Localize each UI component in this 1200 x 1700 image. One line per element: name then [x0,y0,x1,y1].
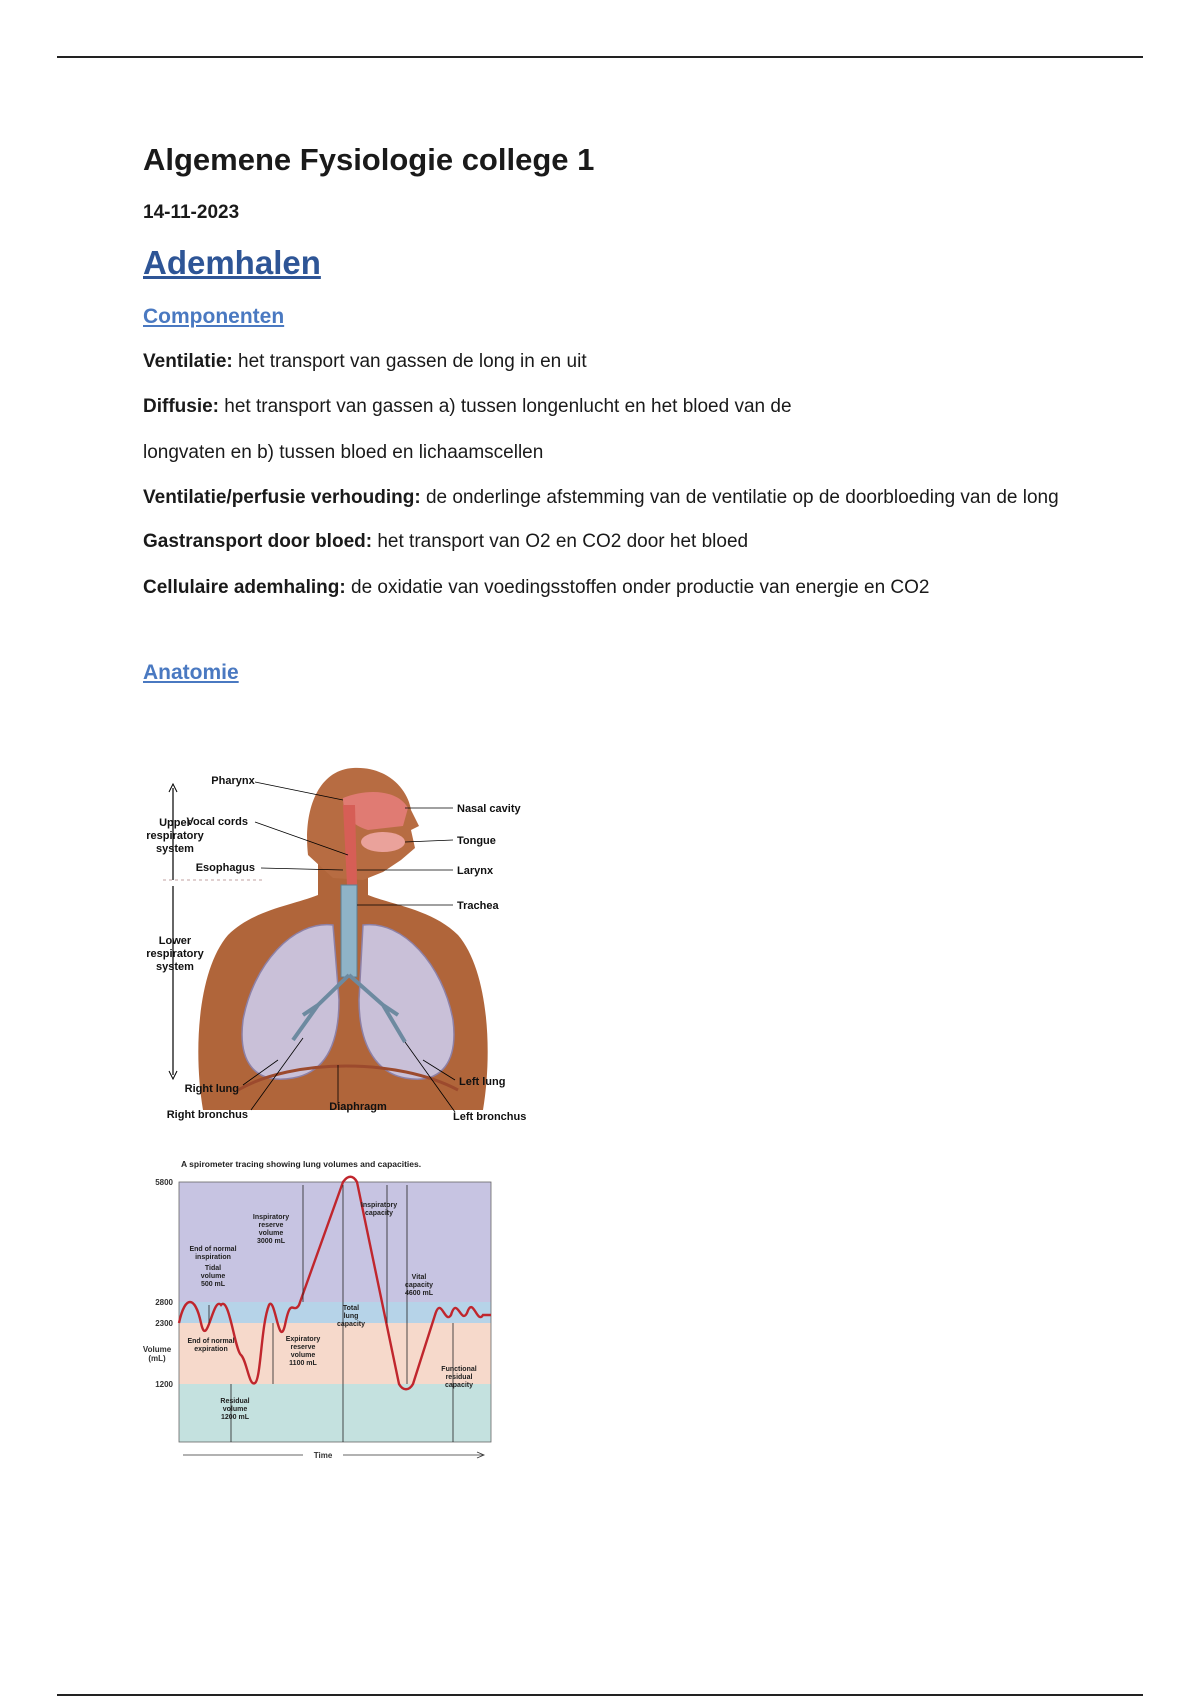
ann-tlc-3: capacity [336,1321,366,1328]
ann-vc-1: Vital [411,1274,427,1281]
spirometer-tracing [143,1155,503,1463]
component-term: Cellulaire ademhaling: [143,577,346,599]
label-tongue: Tongue [457,835,496,847]
component-text: het transport van gassen de long in en uit [232,351,587,373]
component-term: Ventilatie/perfusie verhouding: [143,487,421,509]
label-vocal-cords: Vocal cords [186,816,248,828]
ann-ene-2: expiration [194,1346,228,1353]
respiratory-anatomy-figure [143,760,543,1138]
ann-ene-1: End of normal [187,1338,235,1345]
label-right-lung: Right lung [184,1083,239,1095]
label-diaphragm: Diaphragm [329,1101,387,1113]
subheading-componenten: Componenten [143,305,285,329]
x-label-time: Time [313,1451,333,1460]
ann-erv-3: volume [290,1352,316,1359]
component-ventilatie [143,347,1073,377]
label-nasal-cavity: Nasal cavity [457,803,521,815]
label-upper-3: system [156,843,194,855]
ann-ic-1: Inspiratory [360,1202,398,1209]
component-cellulaire-ademhaling [143,573,1073,603]
component-text: longvaten en b) tussen bloed en lichaamscellen [143,442,544,464]
y-label-unit: (mL) [148,1354,166,1363]
ann-tv-2: volume [200,1273,226,1280]
component-term: Ventilatie: [143,351,233,373]
ann-irv-1: Inspiratory [252,1214,290,1221]
ann-tv-3: 500 mL [200,1281,226,1288]
ann-irv-4: 3000 mL [256,1238,286,1245]
document-date: 14-11-2023 [143,202,240,224]
zone-expiratory-reserve [179,1323,491,1384]
ann-frc-3: capacity [444,1382,474,1389]
ann-tlc-1: Total [342,1305,360,1312]
component-term: Gastransport door bloed: [143,531,373,553]
ann-ic-2: capacity [364,1210,394,1217]
ann-erv-1: Expiratory [285,1336,321,1343]
label-right-bronchus: Right bronchus [166,1109,248,1121]
component-gastransport [143,527,1073,557]
ann-frc-2: residual [445,1374,473,1381]
label-pharynx: Pharynx [211,775,255,787]
ann-irv-3: volume [258,1230,284,1237]
ann-erv-4: 1100 mL [289,1360,317,1367]
anatomy-illustration [143,760,543,1138]
component-text: het transport van O2 en CO2 door het bloed [372,531,749,553]
label-lower-1: Lower [158,935,192,947]
ann-erv-2: reserve [290,1344,316,1351]
label-larynx: Larynx [457,865,494,877]
header-rule [57,56,1143,58]
spirometer-figure [143,1155,503,1463]
document-body [143,140,1073,685]
component-term: Diffusie: [143,396,219,418]
ann-eni-1: End of normal [189,1246,237,1253]
ann-vc-2: capacity [404,1282,434,1289]
zone-inspiratory-reserve [179,1182,491,1302]
ann-tv-1: Tidal [204,1265,222,1272]
tick-2800: 2800 [155,1298,173,1307]
ann-tlc-2: lung [343,1313,359,1320]
label-lower-2: respiratory [146,948,204,960]
tick-2300: 2300 [155,1319,173,1328]
component-text: het transport van gassen a) tussen longenlucht en het bloed van de [219,396,792,418]
tick-1200: 1200 [155,1380,173,1389]
label-upper-2: respiratory [146,830,204,842]
subheading-anatomie: Anatomie [143,661,239,685]
label-upper-1: Upper [159,817,191,829]
ann-eni-2: inspiration [195,1254,231,1261]
label-esophagus: Esophagus [195,862,255,874]
zone-residual-volume [179,1384,491,1442]
ann-rv-3: 1200 mL [220,1414,250,1421]
trachea-shape [341,885,357,977]
component-diffusie-continued [143,438,1073,468]
ann-rv-1: Residual [220,1398,250,1405]
component-text: de onderlinge afstemming van de ventilatie op de doorbloeding van de long [420,487,1059,509]
ann-rv-2: volume [222,1406,248,1413]
spirometer-caption: A spirometer tracing showing lung volumes and capacities. [181,1159,422,1169]
ann-irv-2: reserve [258,1222,284,1229]
label-left-bronchus: Left bronchus [453,1111,527,1123]
section-heading-ademhalen: Ademhalen [143,244,321,282]
label-left-lung: Left lung [459,1076,506,1088]
label-trachea: Trachea [457,900,499,912]
footer-rule [57,1694,1143,1696]
ann-frc-1: Functional [441,1366,477,1373]
y-label-volume: Volume [143,1345,172,1354]
tongue-shape [361,832,405,852]
component-ventilatie-perfusie [143,483,1073,513]
ann-vc-3: 4600 mL [404,1290,434,1297]
tick-5800: 5800 [155,1178,173,1187]
label-lower-3: system [156,961,194,973]
component-text: de oxidatie van voedingsstoffen onder productie van energie en CO2 [345,577,930,599]
document-title: Algemene Fysiologie college 1 [143,142,595,177]
component-diffusie [143,392,1073,422]
